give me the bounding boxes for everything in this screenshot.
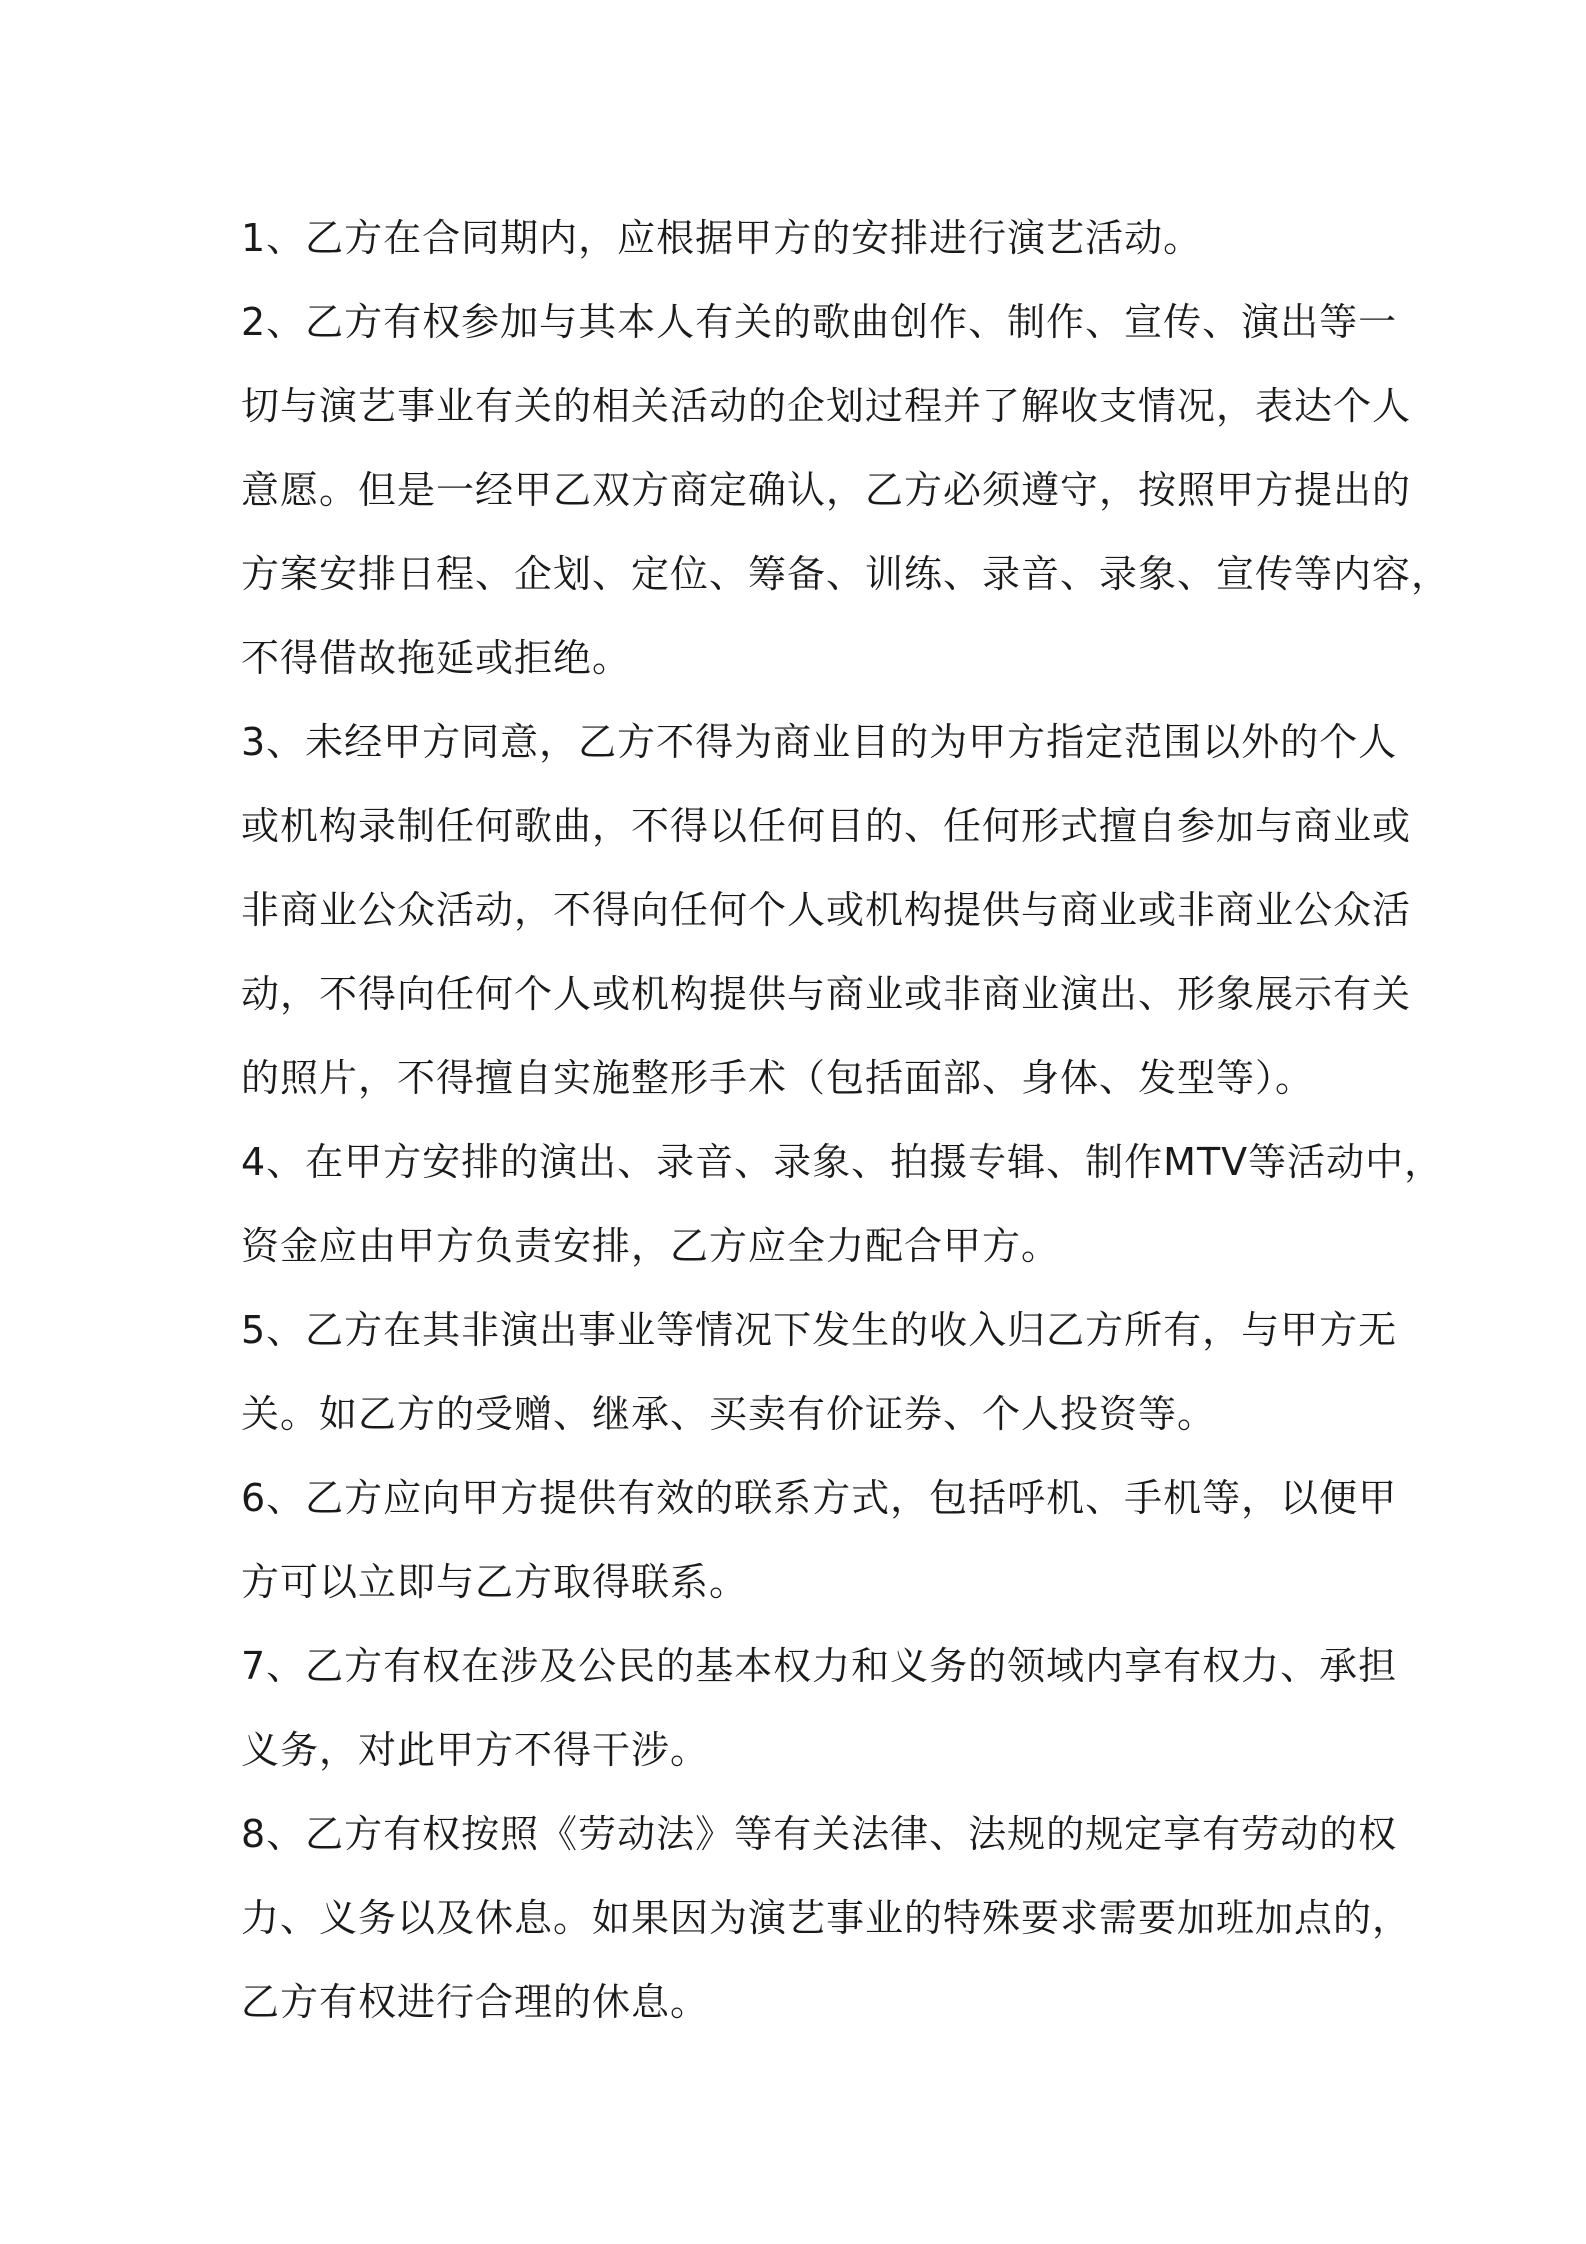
text-line: 义务，对此甲方不得干涉。 [241, 1728, 710, 1772]
text-line: 3、未经甲方同意，乙方不得为商业目的为甲方指定范围以外的个人 [241, 720, 1398, 764]
text-line: 不得借故拖延或拒绝。 [241, 636, 632, 680]
text-line: 切与演艺事业有关的相关活动的企划过程并了解收支情况，表达个人 [241, 384, 1412, 428]
text-line: 或机构录制任何歌曲，不得以任何目的、任何形式擅自参加与商业或 [241, 804, 1412, 848]
text-line: 4、在甲方安排的演出、录音、录象、拍摄专辑、制作MTV等活动中， [241, 1140, 1444, 1184]
text-line: 的照片，不得擅自实施整形手术（包括面部、身体、发型等）。 [241, 1056, 1315, 1100]
text-line: 8、乙方有权按照《劳动法》等有关法律、法规的规定享有劳动的权 [241, 1812, 1398, 1856]
text-line: 乙方有权进行合理的休息。 [241, 1980, 710, 2024]
text-line: 动，不得向任何个人或机构提供与商业或非商业演出、形象展示有关 [241, 972, 1412, 1016]
text-line: 方案安排日程、企划、定位、筹备、训练、录音、录象、宣传等内容， [241, 552, 1451, 596]
text-line: 力、义务以及休息。如果因为演艺事业的特殊要求需要加班加点的， [241, 1896, 1412, 1940]
text-line: 方可以立即与乙方取得联系。 [241, 1560, 749, 1604]
text-line: 1、乙方在合同期内，应根据甲方的安排进行演艺活动。 [241, 216, 1203, 260]
clause-2 [241, 280, 1451, 700]
text-line: 2、乙方有权参加与其本人有关的歌曲创作、制作、宣传、演出等一 [241, 300, 1398, 344]
clause-6 [241, 1456, 1398, 1624]
text-line: 6、乙方应向甲方提供有效的联系方式，包括呼机、手机等，以便甲 [241, 1476, 1398, 1520]
text-line: 非商业公众活动，不得向任何个人或机构提供与商业或非商业公众活 [241, 888, 1412, 932]
clause-8 [241, 1792, 1412, 2044]
clause-4 [241, 1120, 1444, 1288]
text-line: 资金应由甲方负责安排，乙方应全力配合甲方。 [241, 1224, 1061, 1268]
clause-7 [241, 1624, 1398, 1792]
contract-body [241, 196, 1451, 2044]
text-line: 关。如乙方的受赠、继承、买卖有价证券、个人投资等。 [241, 1392, 1217, 1436]
clause-1 [241, 196, 1347, 280]
clause-3 [241, 700, 1412, 1120]
text-line: 5、乙方在其非演出事业等情况下发生的收入归乙方所有，与甲方无 [241, 1308, 1398, 1352]
clause-5 [241, 1288, 1398, 1456]
text-line: 意愿。但是一经甲乙双方商定确认，乙方必须遵守，按照甲方提出的 [241, 468, 1412, 512]
text-line: 7、乙方有权在涉及公民的基本权力和义务的领域内享有权力、承担 [241, 1644, 1398, 1688]
